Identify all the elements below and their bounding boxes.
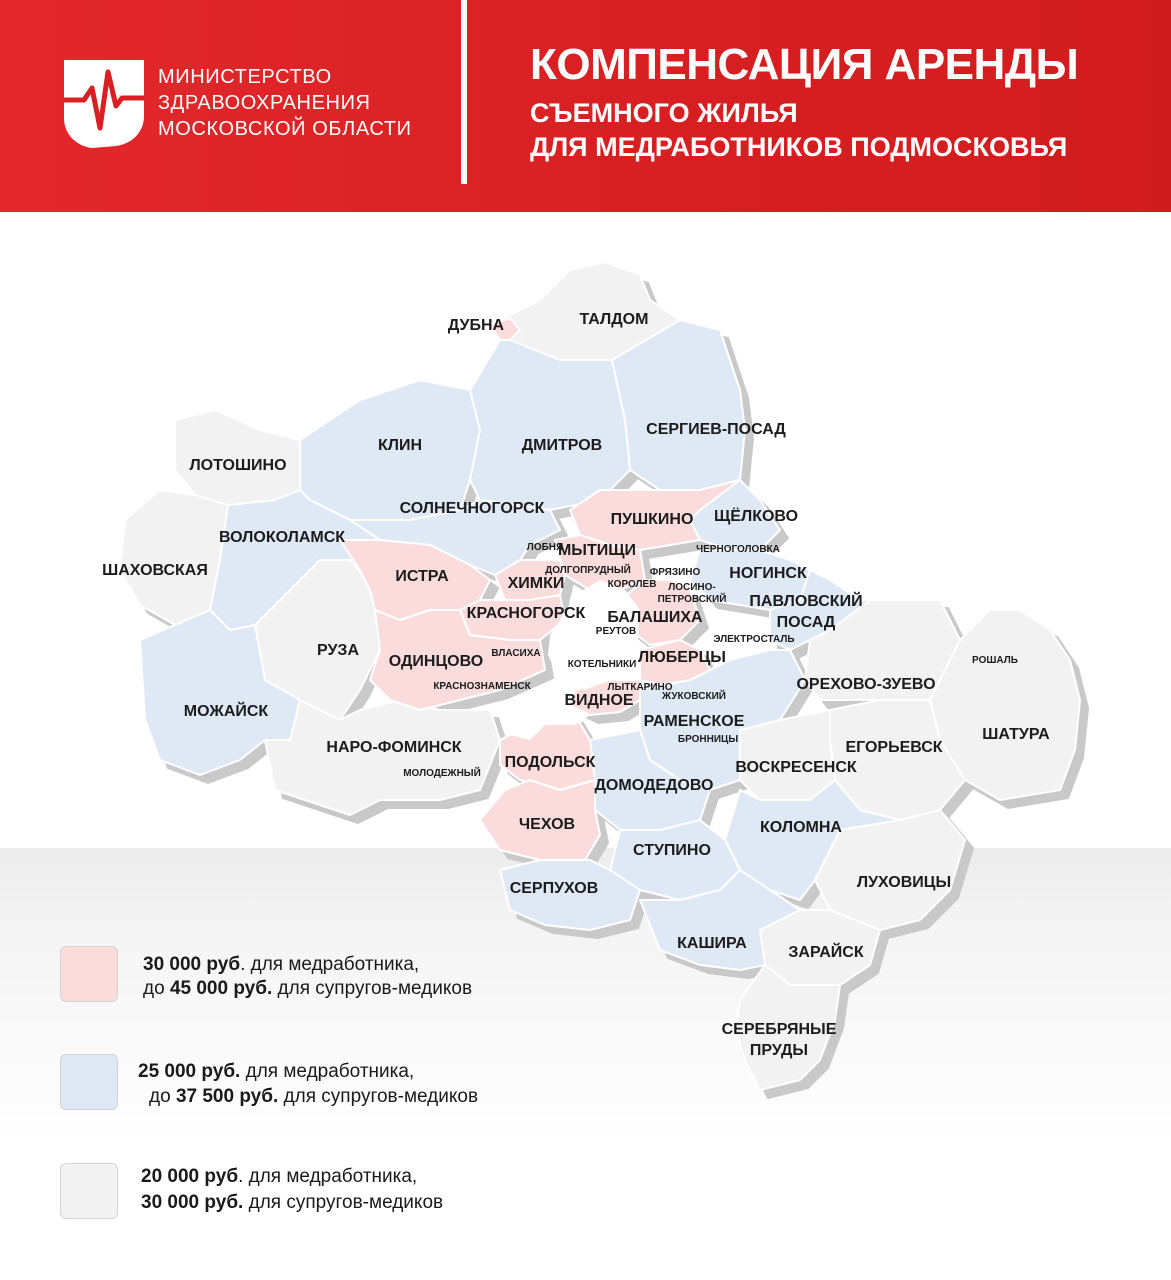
town-label: ЭЛЕКТРОСТАЛЬ — [713, 634, 795, 645]
town-label: РЕУТОВ — [595, 626, 637, 637]
region-label: ТАЛДОМ — [579, 311, 649, 328]
region-label: СЕРЕБРЯНЫЕ — [721, 1021, 837, 1038]
region-label: ПОДОЛЬСК — [504, 754, 596, 771]
region-label: ДМИТРОВ — [521, 437, 603, 454]
region-label: КРАСНОГОРСК — [466, 605, 586, 622]
region-dmitrov — [470, 340, 630, 510]
legend-swatch-30000 — [60, 946, 118, 1002]
region-label: ИСТРА — [395, 568, 449, 585]
town-label: ЛОБНЯ — [526, 542, 564, 553]
region-label: ЩЁЛКОВО — [713, 508, 799, 525]
ministry-name-line-3: МОСКОВСКОЙ ОБЛАСТИ — [158, 118, 412, 140]
town-label: ФРЯЗИНО — [649, 567, 701, 578]
region-podolsk — [500, 715, 595, 790]
region-label: СОЛНЕЧНОГОРСК — [399, 500, 545, 517]
page-subtitle-line-1: СЪЕМНОГО ЖИЛЬЯ — [530, 98, 798, 128]
heartbeat-shield-icon — [62, 58, 146, 150]
region-label: ШАХОВСКАЯ — [102, 562, 208, 579]
town-label: ЛОСИНО- — [668, 582, 716, 593]
region-label: ДУБНА — [447, 317, 505, 334]
region-label: РУЗА — [317, 642, 359, 659]
region-label: ПОСАД — [776, 614, 836, 631]
header-divider — [461, 0, 467, 184]
region-label: ВОСКРЕСЕНСК — [735, 759, 857, 776]
region-label: КАШИРА — [677, 935, 747, 952]
legend-line-25000-1: 25 000 руб. для медработника, — [138, 1061, 415, 1082]
legend-swatch-25000 — [60, 1054, 118, 1110]
region-label: ПУШКИНО — [610, 511, 694, 528]
town-label: ПЕТРОВСКИЙ — [657, 594, 727, 605]
town-label: КОТЕЛЬНИКИ — [567, 659, 637, 670]
region-label: ХИМКИ — [507, 575, 565, 592]
region-label: ЛОТОШИНО — [189, 457, 287, 474]
town-label: ДОЛГОПРУДНЫЙ — [545, 565, 631, 576]
region-label: ВИДНОЕ — [564, 692, 634, 709]
region-naro-fominsk — [265, 700, 500, 815]
page-subtitle-line-2: ДЛЯ МЕДРАБОТНИКОВ ПОДМОСКОВЬЯ — [530, 132, 1068, 162]
region-label: МЫТИЩИ — [557, 542, 637, 559]
region-label: МОЖАЙСК — [183, 703, 269, 720]
region-label: ШАТУРА — [982, 726, 1050, 743]
region-label: НАРО-ФОМИНСК — [326, 739, 462, 756]
town-label: ЧЕРНОГОЛОВКА — [696, 544, 780, 555]
ministry-name-line-2: ЗДРАВООХРАНЕНИЯ — [158, 92, 371, 114]
town-label: БРОННИЦЫ — [677, 734, 739, 745]
region-label: СТУПИНО — [633, 842, 711, 859]
region-label: ЛЮБЕРЦЫ — [638, 649, 726, 666]
town-label: РОШАЛЬ — [972, 655, 1018, 666]
region-label: СЕРГИЕВ-ПОСАД — [646, 421, 786, 438]
town-label: МОЛОДЕЖНЫЙ — [403, 768, 481, 779]
town-label: ЖУКОВСКИЙ — [662, 691, 726, 702]
region-label: ЕГОРЬЕВСК — [845, 739, 943, 756]
region-label: НОГИНСК — [729, 565, 807, 582]
region-label: КЛИН — [377, 437, 423, 454]
legend-line-25000-2: до 37 500 руб. для супругов-медиков — [149, 1086, 479, 1107]
region-label: СЕРПУХОВ — [509, 880, 599, 897]
page-title: КОМПЕНСАЦИЯ АРЕНДЫ — [530, 40, 1079, 89]
moscow-region-map — [0, 212, 1171, 1112]
legend-line-20000-1: 20 000 руб. для медработника, — [141, 1166, 418, 1187]
region-label: БАЛАШИХА — [607, 609, 703, 626]
legend-line-30000-1: 30 000 руб. для медработника, — [143, 954, 420, 975]
region-label: ОРЕХОВО-ЗУЕВО — [796, 676, 936, 693]
region-label: ВОЛОКОЛАМСК — [218, 529, 346, 546]
region-label: ПАВЛОВСКИЙ — [749, 593, 863, 610]
region-label: ДОМОДЕДОВО — [594, 777, 714, 794]
town-label: КОРОЛЕВ — [607, 579, 657, 590]
ministry-name-line-1: МИНИСТЕРСТВО — [158, 66, 332, 88]
region-label: РАМЕНСКОЕ — [643, 713, 745, 730]
legend-line-30000-2: до 45 000 руб. для супругов-медиков — [143, 978, 473, 999]
region-label: ЧЕХОВ — [518, 816, 576, 833]
region-label: КОЛОМНА — [760, 819, 842, 836]
region-label: ОДИНЦОВО — [388, 653, 484, 670]
region-label: ЗАРАЙСК — [788, 944, 864, 961]
region-label: ПРУДЫ — [749, 1042, 809, 1059]
town-label: ВЛАСИХА — [491, 648, 541, 659]
town-label: КРАСНОЗНАМЕНСК — [433, 681, 531, 692]
legend-swatch-20000 — [60, 1163, 118, 1219]
header-banner — [0, 0, 1171, 212]
region-label: ЛУХОВИЦЫ — [856, 874, 952, 891]
legend-line-20000-2: 30 000 руб. для супругов-медиков — [141, 1192, 444, 1213]
town-label: ЛЫТКАРИНО — [607, 682, 673, 693]
